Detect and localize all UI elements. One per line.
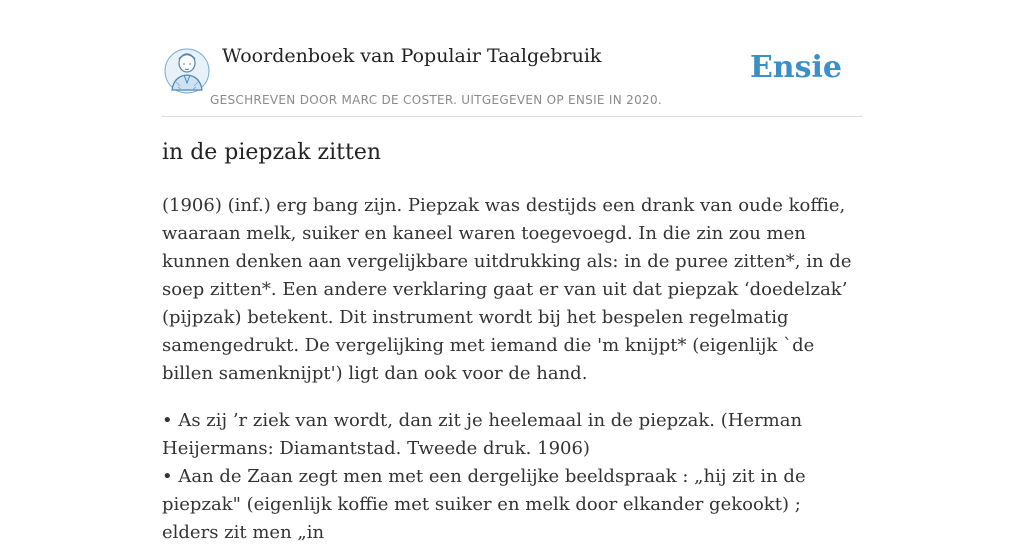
byline: GESCHREVEN DOOR MARC DE COSTER. UITGEGEVEN OP ENSIE IN 2020. <box>210 93 662 107</box>
ensie-logo[interactable]: Ensie <box>749 50 842 85</box>
citation-item: • Aan de Zaan zegt men met een dergelijke beeldspraak : „hij zit in de piepzak" (eigenlijk koffie met suiker en melk door elkander gekookt) ; elders zit men „in <box>162 466 806 543</box>
entry-definition: (1906) (inf.) erg bang zijn. Piepzak was destijds een drank van oude koffie, waaraan melk, suiker en kaneel waren toegevoegd. In die zin zou men kunnen denken aan vergelijkbare uitdrukking als: in de puree zitten*, in de soep zitten*. Een andere verklaring gaat er van uit dat piepzak ‘doedelzak’ (pijpzak) betekent. Dit instrument wordt bij het bespelen regelmatig samengedrukt. De vergelijking met iemand die 'm knijpt* (eigenlijk `de billen samenknijpt') ligt dan ook voor de hand. <box>162 195 852 384</box>
author-portrait-icon[interactable] <box>164 46 210 96</box>
page <box>162 0 862 543</box>
citation-list <box>162 407 862 547</box>
book-title[interactable]: Woordenboek van Populair Taalgebruik <box>222 45 602 67</box>
header <box>162 0 862 117</box>
citation-item: • As zij ’r ziek van wordt, dan zit je heelemaal in de piepzak. (Herman Heijermans: Diamantstad. Tweede druk. 1906) <box>162 410 803 459</box>
entry-title: in de piepzak zitten <box>162 140 382 165</box>
